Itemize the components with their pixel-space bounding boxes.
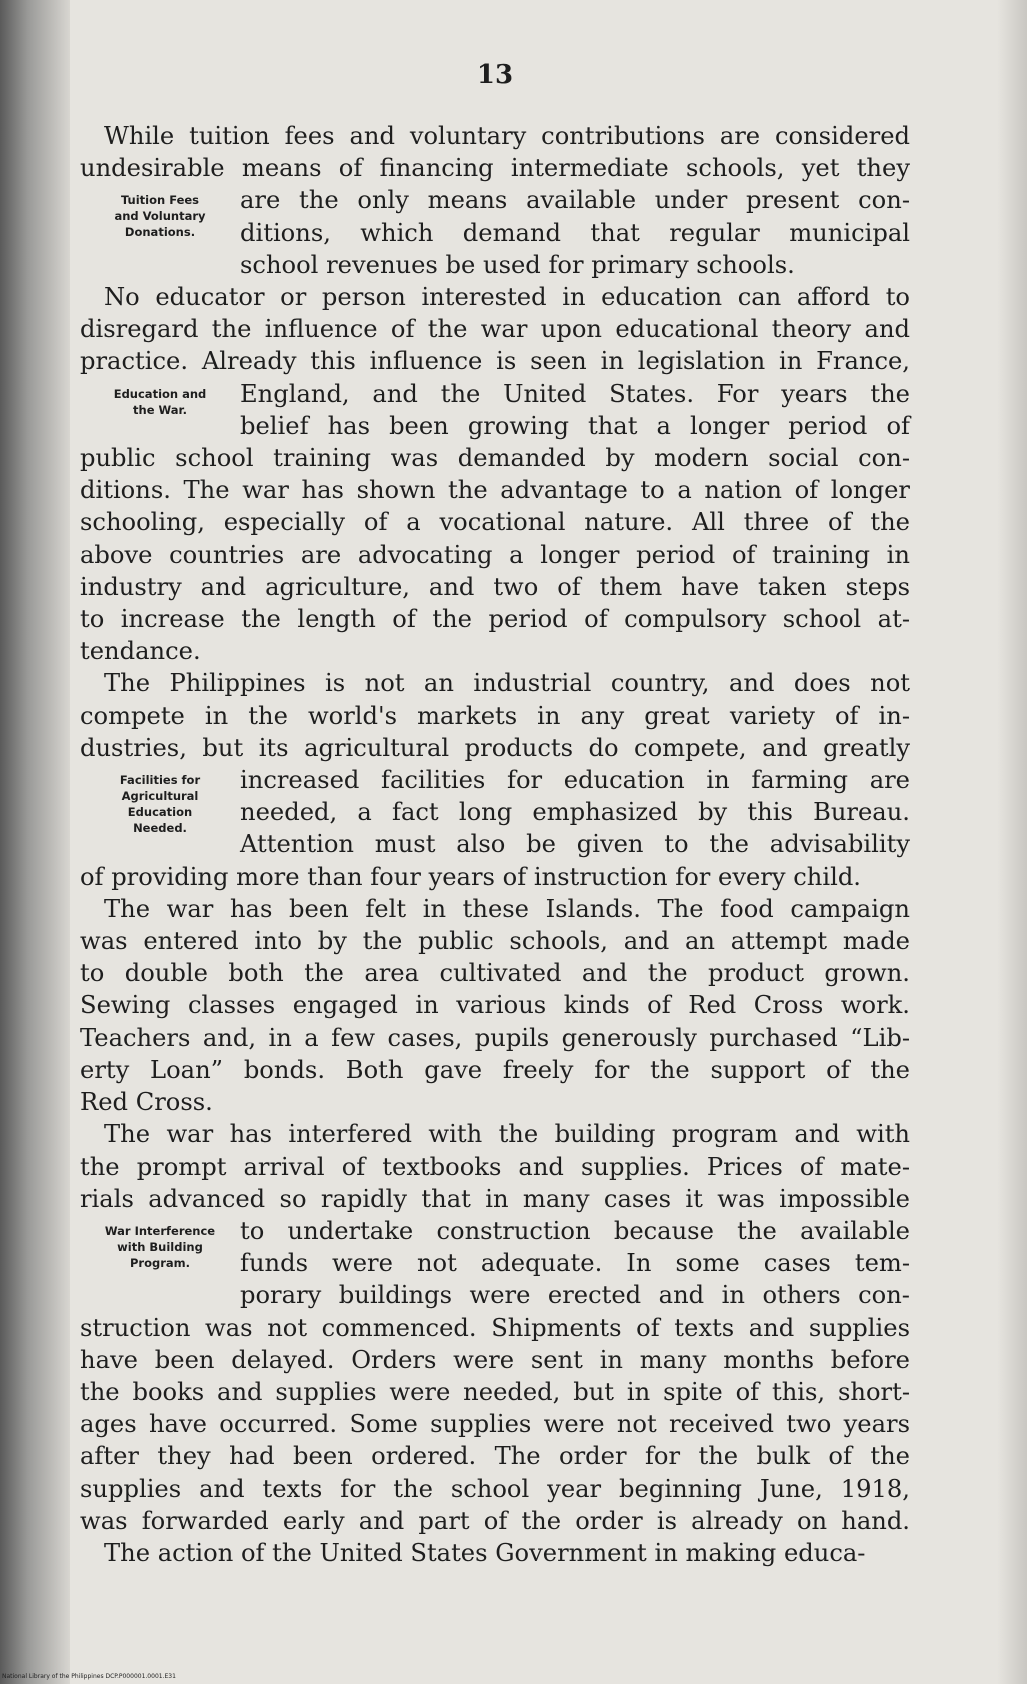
text-line: ages have occurred. Some supplies were not received two years [80,1410,910,1439]
text-line: No educator or person interested in education can afford to [104,283,910,312]
text-line: school revenues be used for primary schools. [240,250,795,279]
margin-note-education-war [80,378,240,418]
paragraph-building [80,1118,910,1537]
text-line: of providing more than four years of instruction for every child. [80,862,861,891]
margin-note-line: Education and [113,386,207,401]
text-line: was entered into by the public schools, and an attempt made [80,927,910,956]
margin-note-line: Program. [129,1255,190,1270]
text-line: struction was not commenced. Shipments of texts and supplies [80,1313,910,1342]
text-line: Attention must also be given to the advisability [240,830,910,859]
margin-note-line: Donations. [124,225,196,240]
text-line: to undertake construction because the available [240,1216,910,1245]
margin-note-line: Needed. [133,821,187,836]
text-line: England, and the United States. For years the [240,379,910,408]
text-line: The war has been felt in these Islands. The food campaign [104,894,910,923]
scan-edge-shadow [0,0,70,1684]
text-line: are the only means available under present con- [240,186,910,215]
text-line: ditions. The war has shown the advantage to a nation of longer [80,476,910,505]
margin-note-line: War Interference [104,1223,216,1238]
margin-note-agricultural [80,764,240,836]
text-line: compete in the world's markets in any great variety of in- [80,701,910,730]
text-line: public school training was demanded by modern social con- [80,444,910,473]
text-line: The Philippines is not an industrial country, and does not [104,669,910,698]
margin-note-line: Agricultural [121,789,199,804]
margin-note-line: the War. [133,402,187,417]
margin-note-line: Tuition Fees [120,193,200,208]
text-line: erty Loan” bonds. Both gave freely for the support of the [80,1055,910,1084]
margin-note-line: Education [127,805,193,820]
margin-note-tuition [80,184,240,240]
text-line: funds were not adequate. In some cases tem- [240,1249,910,1278]
text-line: The war has interfered with the building program and with [104,1120,910,1149]
text-line: ditions, which demand that regular municipal [240,218,910,247]
text-line: dustries, but its agricultural products do compete, and greatly [80,733,910,762]
text-line: Teachers and, in a few cases, pupils generously purchased “Lib- [80,1023,910,1052]
text-line: increased facilities for education in farming are [240,766,910,795]
margin-note-line: and Voluntary [114,209,206,224]
text-line: supplies and texts for the school year beginning June, 1918, [80,1474,910,1503]
text-line: tendance. [80,637,201,666]
text-line: belief has been growing that a longer period of [240,411,910,440]
text-line: disregard the influence of the war upon educational theory and [80,315,910,344]
paragraph-action [80,1537,910,1569]
text-line: industry and agriculture, and two of them have taken steps [80,572,910,601]
text-line: after they had been ordered. The order for the bulk of the [80,1442,910,1471]
text-line: While tuition fees and voluntary contributions are considered [104,122,910,150]
document-page [80,60,910,1569]
text-line: porary buildings were erected and in others con- [240,1281,910,1310]
paragraph-islands [80,893,910,1118]
text-line: was forwarded early and part of the order is already on hand. [80,1506,910,1535]
text-line: schooling, especially of a vocational nature. All three of the [80,508,910,537]
page-number: 13 [476,60,514,90]
paragraph-war [80,281,910,667]
text-line: The action of the United States Government in making educa- [104,1538,866,1567]
paragraph-tuition [80,120,910,281]
text-line: Red Cross. [80,1088,213,1117]
text-line: rials advanced so rapidly that in many cases it was impossible [80,1184,910,1213]
text-line: above countries are advocating a longer period of training in [80,540,910,569]
text-line: to increase the length of the period of compulsory school at- [80,605,910,634]
margin-note-line: Facilities for [119,773,201,788]
margin-note-line: with Building [117,1239,203,1254]
text-line: the books and supplies were needed, but in spite of this, short- [80,1377,910,1406]
text-line: Sewing classes engaged in various kinds of Red Cross work. [80,991,910,1020]
scan-edge-right [997,0,1027,1684]
scan-footer-caption: National Library of the Philippines DCP.P000001.0001.E31 [2,1673,176,1680]
text-line: practice. Already this influence is seen in legislation in France, [80,347,910,376]
text-line: have been delayed. Orders were sent in many months before [80,1345,910,1374]
text-line: the prompt arrival of textbooks and supplies. Prices of mate- [80,1152,910,1181]
text-line: undesirable means of financing intermediate schools, yet they [80,154,910,183]
paragraph-philippines [80,667,910,892]
text-line: needed, a fact long emphasized by this Bureau. [240,798,910,827]
margin-note-war-interference [80,1215,240,1271]
text-line: to double both the area cultivated and the product grown. [80,959,910,988]
